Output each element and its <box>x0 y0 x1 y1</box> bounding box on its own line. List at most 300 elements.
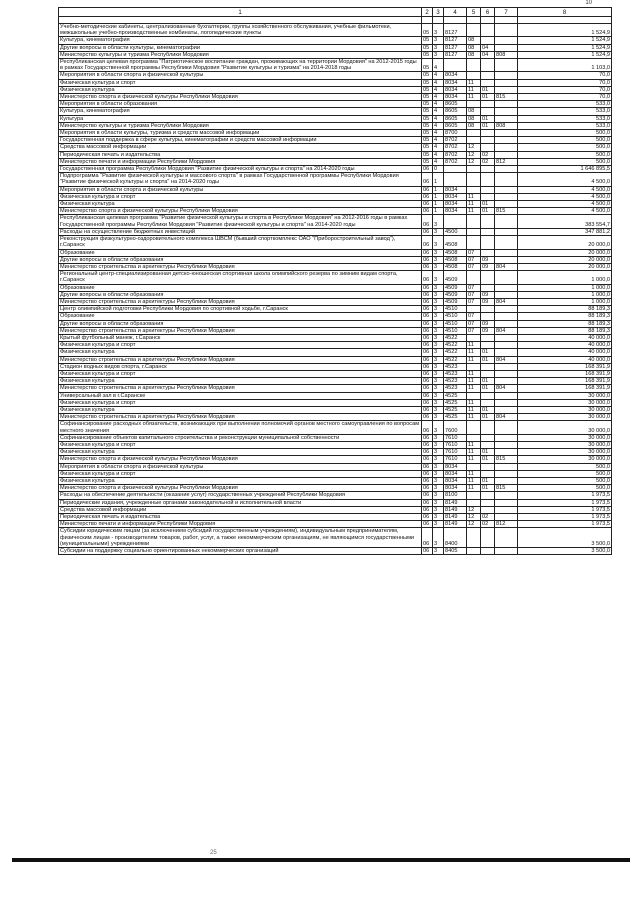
row-code <box>467 101 481 108</box>
row-amount: 533,0 <box>518 122 612 129</box>
table-row <box>59 392 612 399</box>
row-amount: 1 973,5 <box>518 499 612 506</box>
row-code: 09 <box>481 327 495 334</box>
row-amount: 500,0 <box>518 470 612 477</box>
row-code <box>495 186 518 193</box>
table-row <box>59 108 612 115</box>
row-code <box>495 72 518 79</box>
row-code <box>495 24 518 37</box>
table-row <box>59 228 612 235</box>
row-code: 4 <box>433 59 444 72</box>
row-amount: 3 500,0 <box>518 528 612 548</box>
row-label: Культура, кинематография <box>59 37 422 44</box>
row-code: 06 <box>422 228 433 235</box>
row-code <box>467 492 481 499</box>
row-code <box>481 363 495 370</box>
row-label: Государственная программа Республики Мордовия "Развитие физической культуры и спорта" на 2014-2020 годы <box>59 166 422 173</box>
table-row <box>59 44 612 51</box>
row-code: 4525 <box>444 414 467 421</box>
row-code <box>481 392 495 399</box>
row-code: 4 <box>433 158 444 165</box>
row-code <box>467 215 481 228</box>
row-amount: 500,0 <box>518 478 612 485</box>
row-code <box>495 528 518 548</box>
row-code <box>495 363 518 370</box>
table-row <box>59 320 612 327</box>
row-code: 3 <box>433 334 444 341</box>
row-code: 4510 <box>444 320 467 327</box>
row-code <box>444 173 467 186</box>
row-code <box>495 492 518 499</box>
header-cell: 2 <box>422 8 433 17</box>
row-code: 0 <box>433 166 444 173</box>
row-code: 3 <box>433 271 444 284</box>
row-code: 3 <box>433 506 444 513</box>
row-amount: 30 000,0 <box>518 414 612 421</box>
row-code: 06 <box>422 521 433 528</box>
row-amount: 88 189,3 <box>518 320 612 327</box>
row-code: 8034 <box>444 193 467 200</box>
row-code <box>481 548 495 555</box>
row-code: 06 <box>422 263 433 270</box>
row-code: 808 <box>495 51 518 58</box>
row-label: Республиканская целевая программа "Развитие физической культуры и спорта в Республике Мордовия" на 2012-2016 годы в рамках Государственной программы Республики Мордовия "Развитие физической культуры и спорта" на 2014-2020 годы <box>59 215 422 228</box>
row-code: 3 <box>433 478 444 485</box>
row-amount: 1 000,0 <box>518 291 612 298</box>
row-label: Учебно-методические кабинеты, централизованные бухгалтерии, группы хозяйственного обслуживания, учебные фильмотеки, межшкольные учебно-производственные комбинаты, логопедические пункты <box>59 24 422 37</box>
row-code: 06 <box>422 470 433 477</box>
row-code: 06 <box>422 334 433 341</box>
row-code <box>495 101 518 108</box>
row-code: 4509 <box>444 291 467 298</box>
row-code: 808 <box>495 122 518 129</box>
table-row <box>59 263 612 270</box>
table-row <box>59 378 612 385</box>
row-code: 3 <box>433 406 444 413</box>
row-code: 8149 <box>444 499 467 506</box>
table-row <box>59 478 612 485</box>
table-row <box>59 342 612 349</box>
row-code: 06 <box>422 392 433 399</box>
row-code: 09 <box>481 256 495 263</box>
table-row <box>59 101 612 108</box>
row-amount: 1 000,0 <box>518 298 612 305</box>
row-code <box>481 506 495 513</box>
row-code: 3 <box>433 485 444 492</box>
row-code: 4 <box>433 94 444 101</box>
table-row <box>59 144 612 151</box>
row-code: 11 <box>467 385 481 392</box>
row-code: 11 <box>467 86 481 93</box>
row-code: 07 <box>467 249 481 256</box>
row-code <box>444 166 467 173</box>
row-code: 804 <box>495 263 518 270</box>
row-code: 3 <box>433 492 444 499</box>
header-cell: 1 <box>59 8 422 17</box>
row-amount: 40 000,0 <box>518 349 612 356</box>
row-code: 7610 <box>444 449 467 456</box>
row-code <box>481 492 495 499</box>
row-amount: 70,0 <box>518 86 612 93</box>
row-amount: 347 881,2 <box>518 228 612 235</box>
row-code <box>481 306 495 313</box>
row-code <box>495 249 518 256</box>
row-code: 7610 <box>444 434 467 441</box>
table-row <box>59 356 612 363</box>
row-code: 05 <box>422 101 433 108</box>
table-row <box>59 463 612 470</box>
row-code <box>481 499 495 506</box>
row-code: 815 <box>495 94 518 101</box>
table-row <box>59 485 612 492</box>
row-code: 01 <box>481 201 495 208</box>
row-code: 08 <box>467 37 481 44</box>
row-code <box>495 434 518 441</box>
row-code <box>495 449 518 456</box>
row-code: 11 <box>467 370 481 377</box>
row-code: 11 <box>467 414 481 421</box>
row-code: 8149 <box>444 506 467 513</box>
table-row <box>59 249 612 256</box>
row-code: 06 <box>422 434 433 441</box>
table-row <box>59 122 612 129</box>
row-code: 4 <box>433 137 444 144</box>
row-label: Физическая культура <box>59 349 422 356</box>
row-code: 06 <box>422 441 433 448</box>
row-code <box>495 406 518 413</box>
row-code <box>481 470 495 477</box>
row-code <box>495 320 518 327</box>
row-label: Мероприятия в области спорта и физической культуры <box>59 186 422 193</box>
row-code <box>467 528 481 548</box>
header-cell: 7 <box>495 8 518 17</box>
row-code <box>495 228 518 235</box>
row-code: 8127 <box>444 24 467 37</box>
row-amount: 4 500,0 <box>518 193 612 200</box>
table-row <box>59 72 612 79</box>
table-row <box>59 208 612 215</box>
row-code: 11 <box>467 342 481 349</box>
header-cell: 6 <box>481 8 495 17</box>
row-code: 3 <box>433 385 444 392</box>
row-label: Министерство спорта и физической культуры Республики Мордовия <box>59 208 422 215</box>
row-code <box>495 37 518 44</box>
row-code: 4509 <box>444 298 467 305</box>
row-code <box>481 137 495 144</box>
row-code: 08 <box>467 108 481 115</box>
table-row <box>59 470 612 477</box>
row-code <box>495 271 518 284</box>
row-code: 3 <box>433 298 444 305</box>
table-row <box>59 201 612 208</box>
row-label: Расходы на осуществление бюджетных инвестиций <box>59 228 422 235</box>
row-code: 06 <box>422 478 433 485</box>
row-code: 4 <box>433 72 444 79</box>
row-label: Периодическая печать и издательства <box>59 514 422 521</box>
row-amount: 1 973,5 <box>518 521 612 528</box>
row-label: Министерство спорта и физической культуры Республики Мордовия <box>59 485 422 492</box>
row-code: 4 <box>433 122 444 129</box>
row-code <box>467 334 481 341</box>
row-amount: 1 524,9 <box>518 37 612 44</box>
row-code <box>481 144 495 151</box>
table-row <box>59 94 612 101</box>
table-row <box>59 327 612 334</box>
row-code <box>495 342 518 349</box>
row-amount: 533,0 <box>518 108 612 115</box>
row-code <box>467 24 481 37</box>
row-code: 3 <box>433 399 444 406</box>
row-code: 06 <box>422 463 433 470</box>
row-code <box>495 284 518 291</box>
row-code <box>495 291 518 298</box>
row-code: 02 <box>481 521 495 528</box>
row-code: 11 <box>467 201 481 208</box>
row-code <box>467 363 481 370</box>
row-label: Министерство строительства и архитектуры Республики Мордовия <box>59 298 422 305</box>
row-code: 01 <box>481 115 495 122</box>
row-code <box>495 421 518 434</box>
row-label: Физическая культура <box>59 406 422 413</box>
row-amount: 20 000,0 <box>518 263 612 270</box>
header-cell: 5 <box>467 8 481 17</box>
table-row <box>59 548 612 555</box>
row-code: 3 <box>433 548 444 555</box>
row-code: 01 <box>481 456 495 463</box>
row-code: 11 <box>467 441 481 448</box>
row-code: 4 <box>433 101 444 108</box>
row-label: Физическая культура и спорт <box>59 193 422 200</box>
row-code: 4 <box>433 144 444 151</box>
row-code <box>495 166 518 173</box>
row-amount: 30 000,0 <box>518 456 612 463</box>
row-amount: 1 000,0 <box>518 271 612 284</box>
row-code: 05 <box>422 44 433 51</box>
table-row <box>59 151 612 158</box>
row-code: 01 <box>481 449 495 456</box>
table-row <box>59 313 612 320</box>
row-code: 3 <box>433 392 444 399</box>
row-code: 8034 <box>444 485 467 492</box>
row-code: 01 <box>481 122 495 129</box>
row-code: 07 <box>467 320 481 327</box>
row-code: 8034 <box>444 463 467 470</box>
row-label <box>59 17 422 24</box>
row-label: Другие вопросы в области образования <box>59 291 422 298</box>
row-code: 8034 <box>444 94 467 101</box>
row-code <box>481 130 495 137</box>
row-amount: 500,0 <box>518 137 612 144</box>
row-code: 08 <box>467 44 481 51</box>
row-amount: 500,0 <box>518 485 612 492</box>
table-row <box>59 215 612 228</box>
row-code: 02 <box>481 151 495 158</box>
row-code <box>481 434 495 441</box>
row-code: 12 <box>467 144 481 151</box>
row-amount: 500,0 <box>518 151 612 158</box>
table-row <box>59 492 612 499</box>
row-code <box>495 313 518 320</box>
row-code <box>481 108 495 115</box>
row-code: 804 <box>495 414 518 421</box>
row-code: 06 <box>422 166 433 173</box>
row-code <box>481 228 495 235</box>
row-label: Мероприятия в области спорта и физической культуры <box>59 463 422 470</box>
row-label: Физическая культура и спорт <box>59 470 422 477</box>
table-row <box>59 514 612 521</box>
row-code: 06 <box>422 256 433 263</box>
row-label: Расходы на обеспечение деятельности (оказание услуг) государственных учреждений Республики Мордовия <box>59 492 422 499</box>
row-label: Софинансирование расходных обязательств, возникающих при выполнении полномочий органов местного самоуправления по вопросам местного значения <box>59 421 422 434</box>
row-code <box>495 79 518 86</box>
row-code <box>467 130 481 137</box>
row-amount: 533,0 <box>518 115 612 122</box>
table-row <box>59 399 612 406</box>
row-code <box>467 392 481 399</box>
row-amount: 70,0 <box>518 79 612 86</box>
row-code <box>495 441 518 448</box>
row-code <box>495 173 518 186</box>
row-code: 3 <box>433 263 444 270</box>
row-label: Министерство строительства и архитектуры Республики Мордовия <box>59 414 422 421</box>
row-label: Периодическая печать и издательства <box>59 151 422 158</box>
row-amount: 88 189,3 <box>518 313 612 320</box>
row-code <box>495 59 518 72</box>
row-code: 3 <box>433 228 444 235</box>
row-code: 8127 <box>444 37 467 44</box>
table-row <box>59 115 612 122</box>
row-code <box>444 59 467 72</box>
footer-mark: 25 <box>210 850 217 856</box>
row-code: 06 <box>422 313 433 320</box>
row-label: Министерство строительства и архитектуры Республики Мордовия <box>59 263 422 270</box>
row-code <box>444 17 467 24</box>
row-label: Физическая культура <box>59 86 422 93</box>
row-label: Министерство строительства и архитектуры Республики Мордовия <box>59 356 422 363</box>
row-amount: 40 000,0 <box>518 342 612 349</box>
row-code <box>481 173 495 186</box>
row-code: 1 <box>433 208 444 215</box>
row-code: 05 <box>422 79 433 86</box>
row-code: 4523 <box>444 363 467 370</box>
table-row <box>59 349 612 356</box>
row-code: 8034 <box>444 79 467 86</box>
row-label: Мероприятия в области образования <box>59 101 422 108</box>
table-body <box>59 17 612 555</box>
row-code <box>495 334 518 341</box>
row-code: 3 <box>433 327 444 334</box>
row-code: 06 <box>422 356 433 363</box>
row-code <box>467 137 481 144</box>
row-code <box>495 463 518 470</box>
row-label: Универсальный зал в г.Саранске <box>59 392 422 399</box>
row-amount: 20 000,0 <box>518 256 612 263</box>
row-code: 12 <box>467 506 481 513</box>
table-row <box>59 306 612 313</box>
row-code <box>495 548 518 555</box>
row-code: 8034 <box>444 478 467 485</box>
row-code <box>481 72 495 79</box>
row-amount: 30 000,0 <box>518 421 612 434</box>
row-code <box>481 342 495 349</box>
row-amount: 30 000,0 <box>518 434 612 441</box>
row-code: 8149 <box>444 521 467 528</box>
row-code: 4508 <box>444 263 467 270</box>
row-code: 05 <box>422 108 433 115</box>
row-code: 05 <box>422 86 433 93</box>
row-amount: 30 000,0 <box>518 441 612 448</box>
row-amount: 383 554,7 <box>518 215 612 228</box>
row-code: 08 <box>467 51 481 58</box>
row-code: 4523 <box>444 385 467 392</box>
row-code <box>481 249 495 256</box>
row-code <box>495 392 518 399</box>
row-code: 02 <box>481 514 495 521</box>
row-code: 812 <box>495 158 518 165</box>
row-code: 06 <box>422 506 433 513</box>
row-code: 1 <box>433 201 444 208</box>
table-row <box>59 166 612 173</box>
row-code <box>495 470 518 477</box>
row-code: 3 <box>433 44 444 51</box>
row-code: 8605 <box>444 122 467 129</box>
row-code: 06 <box>422 421 433 434</box>
row-code: 7610 <box>444 441 467 448</box>
row-label: Региональный центр-специализированная детско-юношеская спортивная школа олимпийского резерва по зимним видам спорта, г.Саранск <box>59 271 422 284</box>
row-label: Республиканская целевая программа "Патриотическое воспитание граждан, проживающих на территории Мордовия" на 2012-2015 годы в рамках Государственной программы Республики Мордовия "Развитие культуры и туризма" на 2014-2018 годы <box>59 59 422 72</box>
row-code <box>481 370 495 377</box>
row-code: 3 <box>433 291 444 298</box>
row-amount: 40 000,0 <box>518 334 612 341</box>
row-amount: 1 646 895,5 <box>518 166 612 173</box>
row-code: 11 <box>467 399 481 406</box>
row-code: 8405 <box>444 548 467 555</box>
table-row <box>59 499 612 506</box>
row-code: 8700 <box>444 130 467 137</box>
row-code <box>481 166 495 173</box>
row-code: 8034 <box>444 201 467 208</box>
row-code: 01 <box>481 208 495 215</box>
row-code: 3 <box>433 421 444 434</box>
row-code: 05 <box>422 144 433 151</box>
row-code: 06 <box>422 499 433 506</box>
row-code: 06 <box>422 406 433 413</box>
row-amount: 3 500,0 <box>518 548 612 555</box>
row-code: 804 <box>495 327 518 334</box>
row-code <box>481 59 495 72</box>
row-code: 4509 <box>444 271 467 284</box>
row-code: 09 <box>481 298 495 305</box>
row-code: 8034 <box>444 72 467 79</box>
row-code: 3 <box>433 249 444 256</box>
table-row <box>59 521 612 528</box>
row-amount: 30 000,0 <box>518 392 612 399</box>
row-code <box>481 101 495 108</box>
row-code <box>481 271 495 284</box>
table-row <box>59 421 612 434</box>
row-code: 4 <box>433 115 444 122</box>
row-code: 05 <box>422 72 433 79</box>
row-code: 3 <box>433 51 444 58</box>
row-amount: 1 973,5 <box>518 514 612 521</box>
row-code: 08 <box>467 115 481 122</box>
row-code: 1 <box>433 186 444 193</box>
row-code: 3 <box>433 363 444 370</box>
row-code <box>481 24 495 37</box>
row-code: 3 <box>433 463 444 470</box>
row-code: 06 <box>422 173 433 186</box>
row-code <box>481 193 495 200</box>
